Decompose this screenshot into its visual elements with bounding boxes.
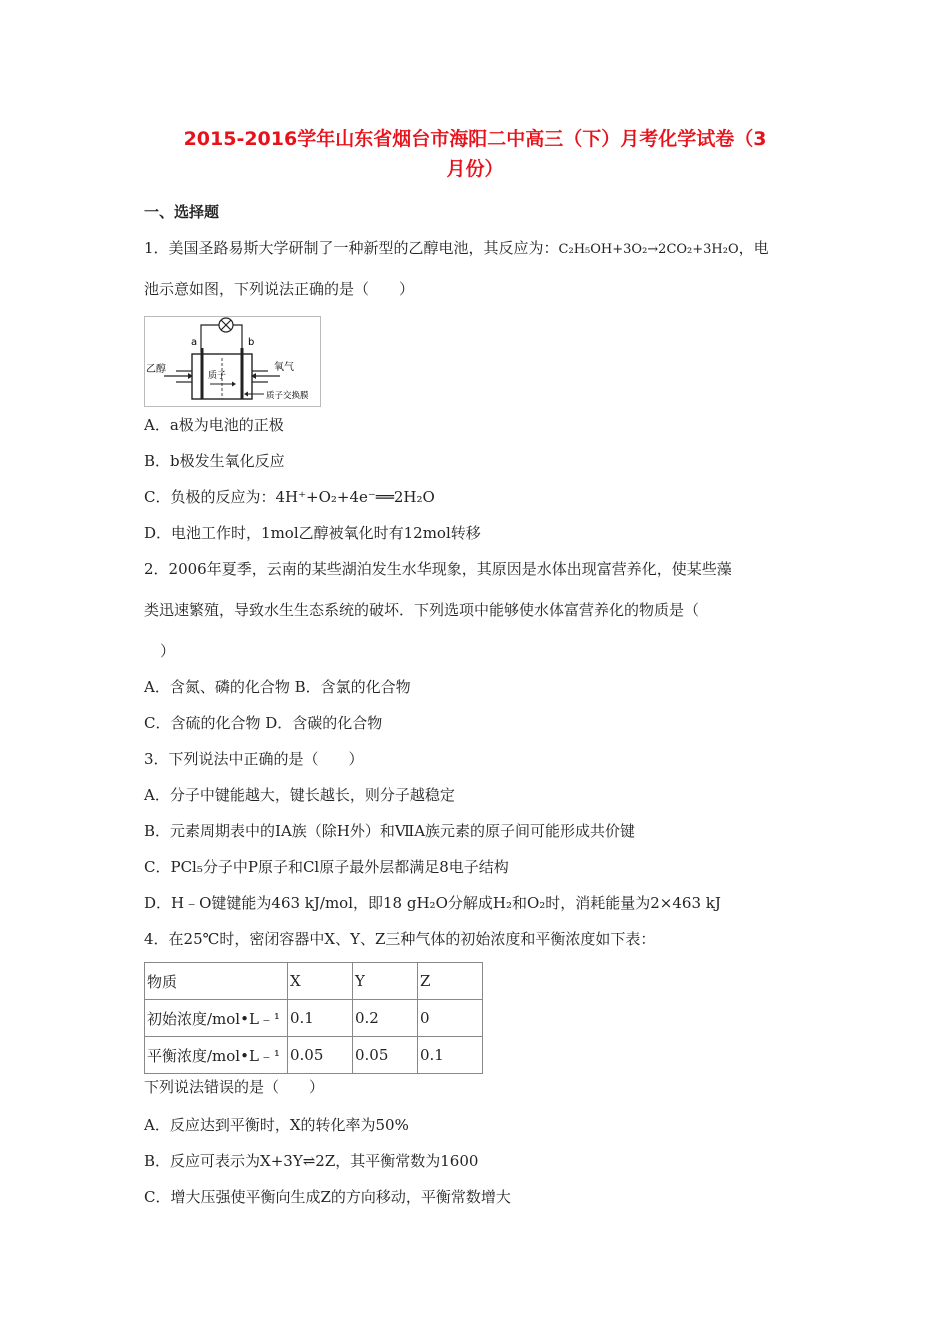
label-membrane: 质子交换膜 xyxy=(266,391,309,401)
q3-option-b: B．元素周期表中的ⅠA族（除H外）和ⅦA族元素的原子间可能形成共价键 xyxy=(144,822,636,840)
proton-arrow-icon xyxy=(232,382,236,387)
label-b: b xyxy=(248,337,255,348)
table-cell: 初始浓度/mol•L﹣¹ xyxy=(145,1000,288,1037)
q4-stem: 4．在25℃时，密闭容器中X、Y、Z三种气体的初始浓度和平衡浓度如下表： xyxy=(144,930,656,948)
q4-option-a: A．反应达到平衡时，X的转化率为50% xyxy=(144,1116,409,1134)
table-cell: 平衡浓度/mol•L﹣¹ xyxy=(145,1037,288,1074)
q1-equation: C₂H₅OH+3O₂→2CO₂+3H₂O xyxy=(558,242,739,257)
q2-stem-line-1: 2．2006年夏季，云南的某些湖泊发生水华现象，其原因是水体出现富营养化，使某些藻 xyxy=(144,560,732,578)
table-header-row xyxy=(145,963,483,1000)
table-cell: 0 xyxy=(418,1000,483,1037)
q4-question: 下列说法错误的是（ ） xyxy=(144,1078,325,1096)
table-header-cell: X xyxy=(288,963,353,1000)
ethanol-cell-diagram xyxy=(144,316,321,407)
q1-stem-line-2: 池示意如图，下列说法正确的是（ ） xyxy=(144,280,415,298)
label-a: a xyxy=(191,337,198,348)
table-cell: 0.1 xyxy=(418,1037,483,1074)
table-cell: 0.05 xyxy=(353,1037,418,1074)
q1-stem-line-1 xyxy=(144,238,769,260)
label-proton: 质子 xyxy=(208,371,227,381)
q3-stem: 3．下列说法中正确的是（ ） xyxy=(144,750,364,768)
q4-option-c: C．增大压强使平衡向生成Z的方向移动，平衡常数增大 xyxy=(144,1188,511,1206)
concentration-table xyxy=(144,962,483,1074)
q3-option-a: A．分子中键能越大，键长越长，则分子越稳定 xyxy=(144,786,455,804)
q3-option-c: C．PCl₅分子中P原子和Cl原子最外层都满足8电子结构 xyxy=(144,858,509,876)
table-cell: 0.05 xyxy=(288,1037,353,1074)
bulb-icon xyxy=(219,318,233,332)
table-cell: 0.1 xyxy=(288,1000,353,1037)
table-cell: 0.2 xyxy=(353,1000,418,1037)
q1-option-b: B．b极发生氧化反应 xyxy=(144,452,285,470)
title-line-1: 2015-2016学年山东省烟台市海阳二中高三（下）月考化学试卷（3 xyxy=(183,128,767,150)
label-ethanol: 乙醇 xyxy=(146,364,166,375)
q1-option-d: D．电池工作时，1mol乙醇被氧化时有12mol转移 xyxy=(144,524,481,542)
table-header-cell: Y xyxy=(353,963,418,1000)
q2-stem-line-3: ） xyxy=(160,642,176,660)
q1-option-c: C．负极的反应为：4H⁺+O₂+4e⁻══2H₂O xyxy=(144,488,435,506)
q2-options-cd: C．含硫的化合物 D．含碳的化合物 xyxy=(144,714,383,732)
table-row xyxy=(145,1000,483,1037)
table-row xyxy=(145,1037,483,1074)
title-line-2: 月份） xyxy=(446,158,504,180)
table-header-cell: Z xyxy=(418,963,483,1000)
label-oxygen: 氧气 xyxy=(274,362,294,373)
section-heading: 一、选择题 xyxy=(144,203,220,221)
document-title xyxy=(140,124,810,184)
q2-stem-line-2: 类迅速繁殖，导致水生生态系统的破坏．下列选项中能够使水体富营养化的物质是（ xyxy=(144,601,700,619)
q4-option-b: B．反应可表示为X+3Y⇌2Z，其平衡常数为1600 xyxy=(144,1152,479,1170)
q1-option-a: A．a极为电池的正极 xyxy=(144,416,284,434)
q1-stem-prefix: 1．美国圣路易斯大学研制了一种新型的乙醇电池，其反应为： xyxy=(144,239,559,257)
q3-option-d: D．H﹣O键键能为463 kJ/mol，即18 gH₂O分解成H₂和O₂时，消耗能量为2×463 kJ xyxy=(144,894,721,912)
membrane-pointer-icon xyxy=(244,392,248,397)
q2-options-ab: A．含氮、磷的化合物 B．含氯的化合物 xyxy=(144,678,411,696)
q1-stem-suffix: ，电 xyxy=(738,239,769,257)
table-header-cell: 物质 xyxy=(145,963,288,1000)
